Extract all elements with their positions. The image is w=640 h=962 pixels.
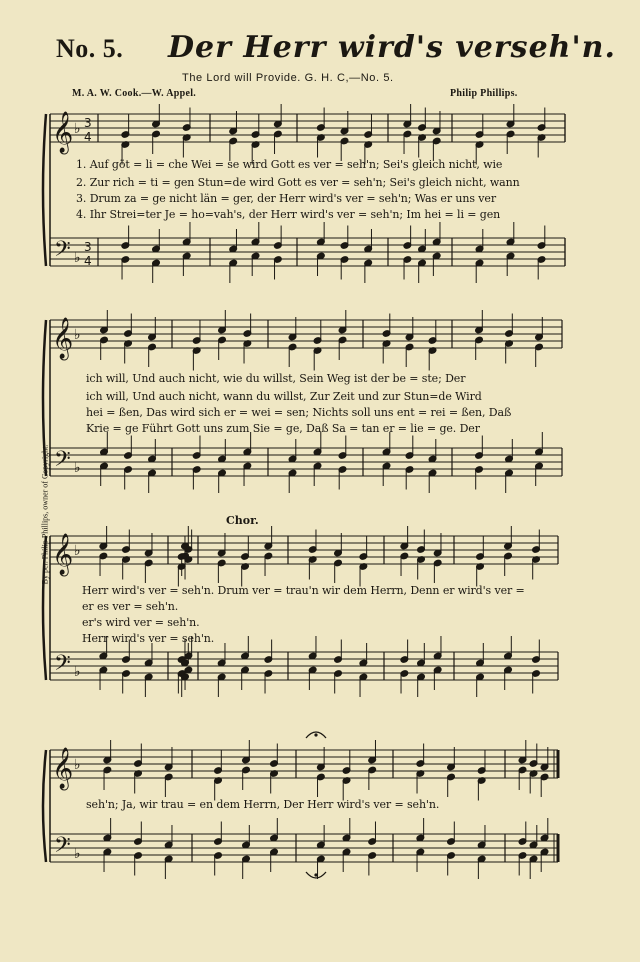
lyric-line: er es ver = seh'n. xyxy=(82,600,179,613)
bass-clef-icon: 𝄢 xyxy=(54,651,71,681)
lyric-line: Herr wird's ver = seh'n. Drum ver = trau'n wir dem Herrn, Denn er wird's ver = xyxy=(82,584,525,597)
lyric-line: Herr wird's ver = seh'n. xyxy=(82,632,215,645)
key-flat-icon: ♭ xyxy=(74,327,81,343)
author-credit: M. A. W. Cook.—W. Appel. xyxy=(72,88,197,99)
key-flat-icon: ♭ xyxy=(74,460,81,476)
bass-clef-icon: 𝄢 xyxy=(54,447,71,477)
time-signature-top: 3 xyxy=(84,116,92,130)
treble-clef-icon: 𝄞 xyxy=(52,318,74,359)
key-flat-icon: ♭ xyxy=(74,846,81,862)
copyright-note: By per. Philip Phillips, owner of Copyright. xyxy=(40,444,50,585)
fermata-dot xyxy=(314,873,317,876)
hymn-subtitle: The Lord will Provide. G. H. C,—No. 5. xyxy=(182,72,394,84)
hymn-title: Der Herr wird's verseh'n. xyxy=(168,30,616,65)
lyric-line: 1. Auf göt = li = che Wei = se wird Gott es ver = seh'n; Sei's gleich nicht, wie xyxy=(76,158,503,171)
treble-clef-icon: 𝄞 xyxy=(52,534,74,575)
lyric-line: 2. Zur rich = ti = gen Stun=de wird Gott es ver = seh'n; Sei's gleich nicht, wann xyxy=(76,176,520,189)
chorus-label: Chor. xyxy=(226,514,259,527)
time-signature-bottom: 4 xyxy=(84,254,92,268)
system-brace xyxy=(43,536,46,680)
system-brace xyxy=(43,320,46,476)
lyric-line: Krie = ge Führt Gott uns zum Sie = ge, Daß Sa = tan er = lie = ge. Der xyxy=(86,422,480,435)
key-flat-icon: ♭ xyxy=(74,250,81,266)
system-brace xyxy=(43,114,46,266)
lyric-line: seh'n; Ja, wir trau = en dem Herrn, Der Herr wird's ver = seh'n. xyxy=(86,798,440,811)
key-flat-icon: ♭ xyxy=(74,121,81,137)
key-flat-icon: ♭ xyxy=(74,664,81,680)
key-flat-icon: ♭ xyxy=(74,757,81,773)
system-brace xyxy=(43,750,46,862)
bass-clef-icon: 𝄢 xyxy=(54,237,71,267)
fermata-dot xyxy=(314,733,317,736)
treble-clef-icon: 𝄞 xyxy=(52,112,74,153)
bass-clef-icon: 𝄢 xyxy=(54,833,71,863)
lyric-line: ich will, Und auch nicht, wann du willst, Zur Zeit und zur Stun=de Wird xyxy=(86,390,482,403)
composer-credit: Philip Phillips. xyxy=(450,88,518,99)
lyric-line: ich will, Und auch nicht, wie du willst, Sein Weg ist der be = ste; Der xyxy=(86,372,466,385)
lyric-line: 3. Drum za = ge nicht län = ger, der Herr wird's ver = seh'n; Was er uns ver xyxy=(76,192,496,205)
time-signature-top: 3 xyxy=(84,240,92,254)
key-flat-icon: ♭ xyxy=(74,543,81,559)
treble-clef-icon: 𝄞 xyxy=(52,748,74,789)
time-signature-bottom: 4 xyxy=(84,130,92,144)
lyric-line: er's wird ver = seh'n. xyxy=(82,616,200,629)
lyric-line: 4. Ihr Strei=ter Je = ho=vah's, der Herr wird's ver = seh'n; Im hei = li = gen xyxy=(76,208,501,221)
hymn-number: No. 5. xyxy=(56,34,124,63)
lyric-line: hei = ßen, Das wird sich er = wei = sen; Nichts soll uns ent = rei = ßen, Daß xyxy=(86,406,512,419)
